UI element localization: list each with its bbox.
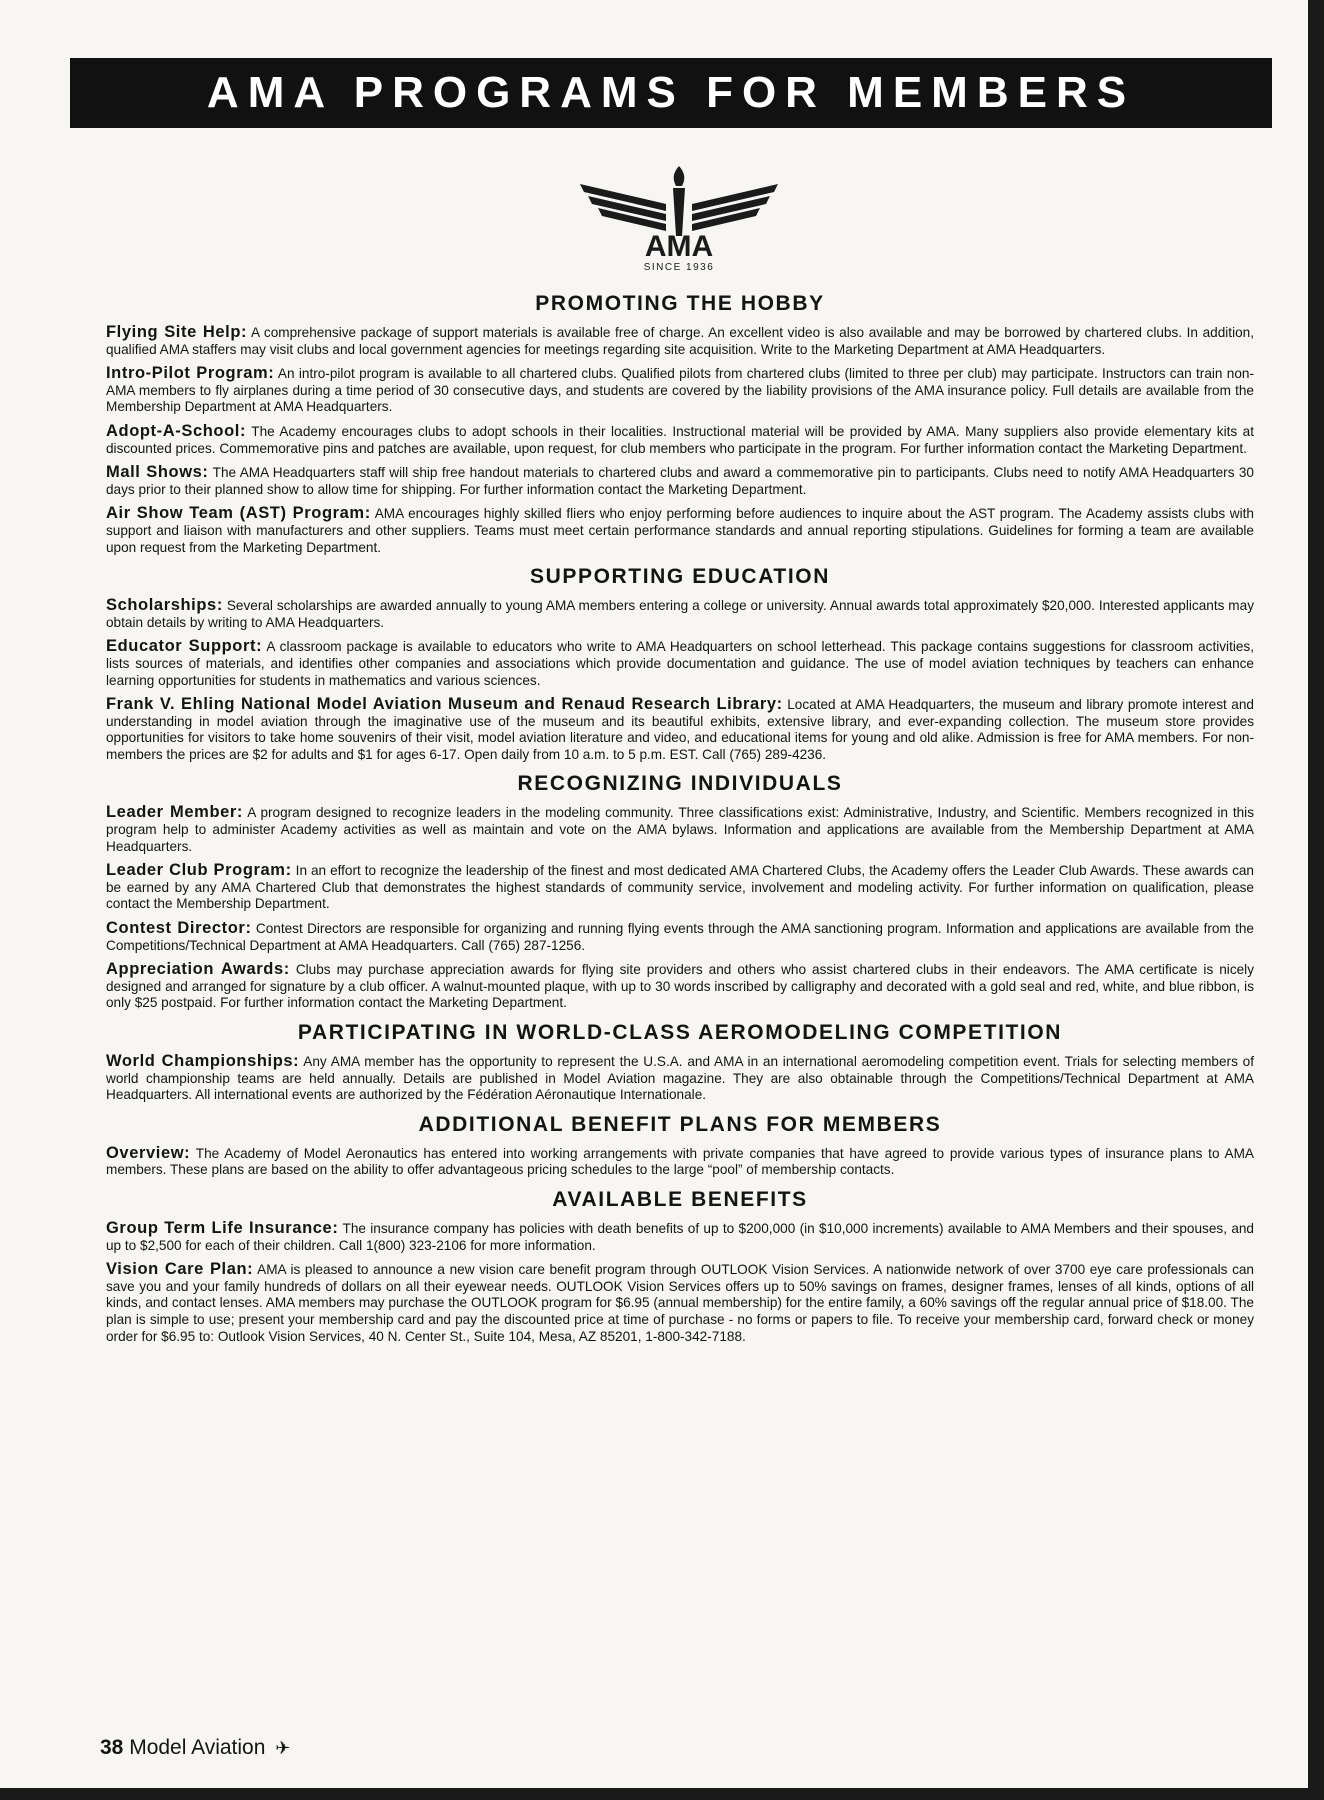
entry-text: The AMA Headquarters staff will ship free handout materials to chartered clubs and award a commemorative pin to participants. Clubs need to notify AMA Headquarters 30 days prior to their planned show to allow time for shipping. For further information contact the Marketing Department. <box>106 465 1254 497</box>
entry-term: Group Term Life Insurance: <box>106 1218 339 1237</box>
entry-text: AMA encourages highly skilled fliers who enjoy performing before audiences to inquire about the AST program. The Academy assists clubs with support and liaison with manufacturers and other suppliers. Teams must meet certain performance standards and annual reporting stipulations. Guidelines for forming a team are available upon request from the Marketing Department. <box>106 506 1254 555</box>
section-heading: PARTICIPATING IN WORLD-CLASS AEROMODELING COMPETITION <box>297 1021 1063 1044</box>
entry-air-show-team <box>106 505 1254 556</box>
section-recognizing-individuals <box>106 770 1254 1012</box>
entry-group-term-life-insurance <box>106 1220 1254 1254</box>
entry-contest-director <box>106 920 1254 954</box>
entry-text: A classroom package is available to educators who write to AMA Headquarters on school letterhead. This package contains suggestions for classroom activities, lists sources of materials, and identifies other companies and associations which provide documentation and guidance. The use of model aviation techniques by teachers can enhance learning opportunities for students in mathematics and various sciences. <box>106 639 1255 688</box>
entry-term: Appreciation Awards: <box>106 960 290 979</box>
entry-term: Leader Club Program: <box>106 861 292 880</box>
entry-term: Vision Care Plan: <box>106 1260 254 1279</box>
entry-text: The Academy encourages clubs to adopt schools in their localities. Instructional material will be provided by AMA. Many suppliers also provide elementary kits at discounted prices. Commemorative pins and patches are available, upon request, for club members who participate in the program. For further information contact the Marketing Department. <box>106 423 1254 456</box>
section-supporting-education <box>106 563 1254 763</box>
section-heading: RECOGNIZING INDIVIDUALS <box>517 772 843 796</box>
section-available-benefits <box>106 1186 1254 1345</box>
entry-term: Scholarships: <box>106 596 223 615</box>
entry-appreciation-awards <box>106 961 1254 1012</box>
entry-term: Flying Site Help: <box>106 323 248 341</box>
entry-text: Contest Directors are responsible for organizing and running flying events through the AMA sanctioning program. Information and applications are available from the Competitions/Technical Department at AMA Headquarters. Call (765) 287-1256. <box>106 921 1254 953</box>
entry-term: Mall Shows: <box>106 463 209 482</box>
publication-name: Model Aviation <box>129 1736 266 1759</box>
entry-text: A comprehensive package of support materials is available free of charge. An excellent video is also available and may be borrowed by chartered clubs. In addition, qualified AMA staffers may visit clubs and local government agencies for meetings regarding site acquisition. Write to the Marketing Department at AMA Headquarters. <box>106 325 1254 357</box>
entry-term: Adopt-A-School: <box>106 421 247 440</box>
program-content <box>106 290 1254 1352</box>
page-footer <box>100 1736 290 1760</box>
section-heading: PROMOTING THE HOBBY <box>535 292 825 315</box>
page-number: 38 <box>100 1736 124 1759</box>
section-heading: SUPPORTING EDUCATION <box>530 565 830 589</box>
entry-text: Located at AMA Headquarters, the museum and library promote interest and understanding in model aviation through the imaginative use of the museum and its beautiful exhibits, extensive library, and ever-expanding collection. The museum store provides opportunities for visitors to take home souvenirs of their visit, model aviation literature and video, and educational items for young and old alike. Admission is free for AMA members. For non-members the prices are $2 for adults and $1 for ages 6-17. Open daily from 10 a.m. to 5 p.m. EST. Call (765) 289-4236. <box>106 697 1254 762</box>
entry-flying-site-help <box>106 324 1254 358</box>
entry-text: An intro-pilot program is available to all chartered clubs. Qualified pilots from chartered clubs (limited to three per club) may participate. Instructors can train non-AMA members to fly airplanes during a time period of 30 consecutive days, and students are covered by the liability provisions of the AMA insurance policy. Full details are available from the Membership Department at AMA Headquarters. <box>106 366 1254 415</box>
section-promoting-the-hobby <box>106 290 1254 556</box>
section-heading: AVAILABLE BENEFITS <box>552 1187 808 1211</box>
logo-letters: AMA <box>644 230 714 263</box>
entry-educator-support <box>106 638 1254 689</box>
entry-term: World Championships: <box>106 1052 300 1070</box>
entry-text: The Academy of Model Aeronautics has entered into working arrangements with private companies that have agreed to provide various types of insurance plans to AMA members. These plans are based on the ability to offer advantageous pricing schedules to the large “pool” of membership contacts. <box>106 1145 1254 1178</box>
entry-term: Leader Member: <box>106 803 244 822</box>
entry-scholarships <box>106 597 1254 631</box>
entry-leader-member <box>106 804 1254 855</box>
entry-intro-pilot-program <box>106 365 1254 416</box>
entry-leader-club-program <box>106 862 1254 913</box>
entry-text: Any AMA member has the opportunity to represent the U.S.A. and AMA in an international aeromodeling competition event. Trials for selecting members of world championship teams are held annually. Details are published in Model Aviation magazine. They are also obtainable through the Competitions/Technical Department at AMA Headquarters. All international events are authorized by the Fédération Aéronautique Internationale. <box>106 1054 1254 1103</box>
entry-term: Intro-Pilot Program: <box>106 364 275 383</box>
entry-adopt-a-school <box>106 423 1254 457</box>
entry-text: The insurance company has policies with death benefits of up to $200,000 (in $10,000 increments) available to AMA Members and their spouses, and up to $2,500 for each of their children. Call 1(800) 323-2106 for more information. <box>106 1220 1254 1253</box>
entry-term: Frank V. Ehling National Model Aviation Museum and Renaud Research Library: <box>106 695 783 714</box>
entry-text: Clubs may purchase appreciation awards for flying site providers and others who assist chartered clubs in their endeavors. The AMA certificate is nicely designed and arranged for signature by a club officer. A walnut-mounted plaque, with up to 30 words inscribed by calligraphy and decorated with a gold seal and red, white, and blue ribbon, is only $25 postpaid. For further information contact the Marketing Department. <box>106 962 1254 1011</box>
section-heading: ADDITIONAL BENEFIT PLANS FOR MEMBERS <box>418 1112 942 1136</box>
entry-text: In an effort to recognize the leadership of the finest and most dedicated AMA Chartered Clubs, the Academy offers the Leader Club Awards. These awards can be earned by any AMA Chartered Club that demonstrates the highest standards of community service, involvement and modeling activity. For further information on qualification, please contact the Membership Department. <box>106 863 1254 912</box>
entry-term: Educator Support: <box>106 637 263 656</box>
entry-world-championships <box>106 1053 1254 1104</box>
entry-overview <box>106 1145 1254 1179</box>
entry-text: Several scholarships are awarded annually to young AMA members entering a college or university. Annual awards total approximately $20,000. Interested applicants may obtain details by writing to AMA Headquarters. <box>106 598 1254 630</box>
airplane-icon: ✈ <box>275 1738 291 1758</box>
entry-term: Air Show Team (AST) Program: <box>106 504 371 523</box>
section-additional-benefit-plans <box>106 1111 1254 1179</box>
logo-since: SINCE 1936 <box>643 262 715 272</box>
entry-text: A program designed to recognize leaders in the modeling community. Three classifications exist: Administrative, Industry, and Scientific. Members recognized in this program help to administer Academy activities as well as maintain and vote on the AMA bylaws. Information and applications are available from the Membership Department at AMA Headquarters. <box>106 805 1254 854</box>
entry-museum-library <box>106 696 1254 763</box>
entry-text: AMA is pleased to announce a new vision care benefit program through OUTLOOK Vision Services. A nationwide network of over 3700 eye care professionals can save you and your family hundreds of dollars on all their eyewear needs. OUTLOOK Vision Services offers up to 50% savings on frames, designer frames, lenses of all kinds, options of all kinds, and contact lenses. AMA members may purchase the OUTLOOK program for $6.95 (annual membership) for the entire family, a 60% savings off the regular annual price of $18.00. The plan is simple to use; present your membership card and pay the discounted price at time of purchase - no forms or papers to file. To receive your membership card, forward check or money order for $6.95 to: Outlook Vision Services, 40 N. Center St., Suite 104, Mesa, AZ 85201, 1-800-342-7188. <box>106 1262 1254 1344</box>
entry-term: Contest Director: <box>106 919 252 938</box>
entry-term: Overview: <box>106 1143 191 1162</box>
entry-vision-care-plan <box>106 1261 1254 1345</box>
ama-logo-icon <box>574 166 784 272</box>
section-world-class-competition <box>106 1019 1254 1104</box>
page-banner: AMA PROGRAMS FOR MEMBERS <box>70 58 1272 128</box>
entry-mall-shows <box>106 464 1254 498</box>
